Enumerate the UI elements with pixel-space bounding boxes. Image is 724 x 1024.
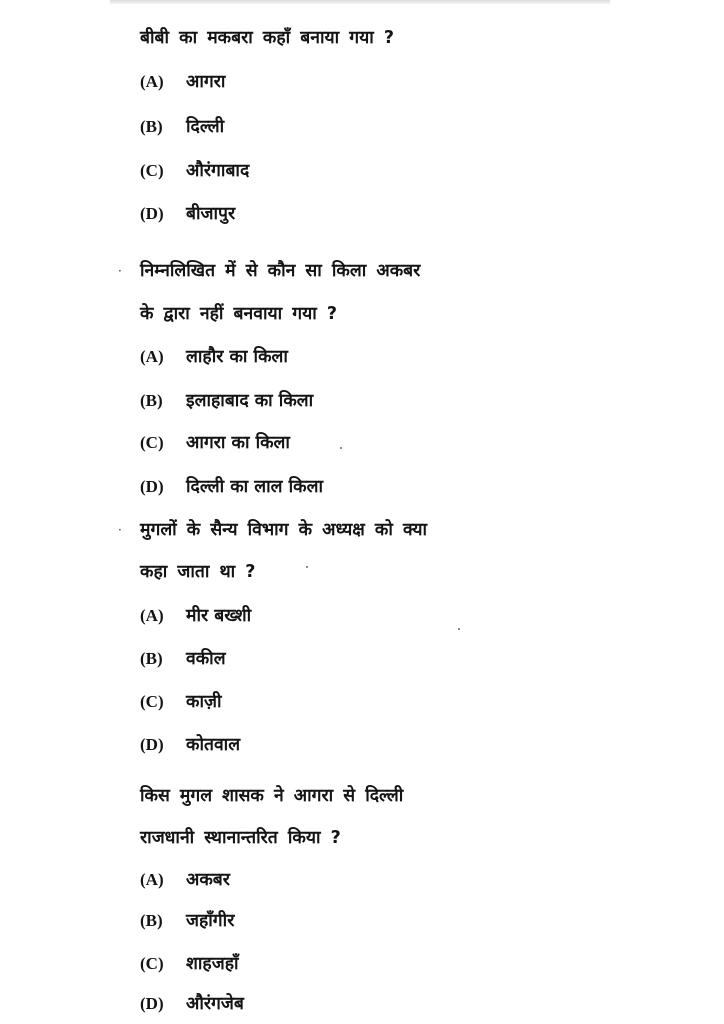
option-label: (D) — [140, 994, 164, 1013]
option-text: आगरा — [186, 72, 226, 92]
option-label: (C) — [140, 954, 164, 973]
option-label: (D) — [140, 735, 164, 754]
question-1-line-1: बीबी का मकबरा कहाँ बनाया गया ? — [140, 28, 395, 48]
option-text: कोतवाल — [186, 735, 241, 755]
option-text: अकबर — [186, 870, 230, 890]
option-label: (B) — [140, 117, 163, 136]
option-label: (D) — [140, 204, 164, 223]
scan-speck — [340, 447, 342, 449]
option-label: (B) — [140, 391, 163, 410]
question-2-option-c[interactable] — [140, 431, 290, 455]
scan-speck — [458, 628, 460, 630]
question-2-line-1: निम्नलिखित में से कौन सा किला अकबर — [140, 261, 421, 281]
question-2-option-a[interactable] — [140, 345, 288, 369]
option-text: शाहजहाँ — [186, 954, 239, 974]
option-text: औरंगजेब — [186, 994, 244, 1014]
option-text: जहाँगीर — [186, 911, 235, 931]
option-label: (A) — [140, 870, 164, 889]
question-3-option-b[interactable] — [140, 647, 226, 671]
question-3-line-1: मुगलों के सैन्य विभाग के अध्यक्ष को क्या — [140, 520, 427, 540]
option-text: दिल्ली का लाल किला — [186, 477, 323, 497]
bullet-dot: · — [118, 264, 122, 278]
question-4-line-1: किस मुगल शासक ने आगरा से दिल्ली — [140, 786, 404, 806]
option-label: (B) — [140, 911, 163, 930]
option-label: (A) — [140, 72, 164, 91]
question-4-option-b[interactable] — [140, 909, 234, 933]
option-text: बीजापुर — [186, 204, 236, 224]
bullet-dot: · — [118, 523, 122, 537]
question-4-option-a[interactable] — [140, 868, 230, 892]
option-label: (D) — [140, 477, 164, 496]
option-text: आगरा का किला — [186, 433, 290, 453]
question-3-line-2: कहा जाता था ? — [140, 562, 256, 582]
option-text: औरंगाबाद — [186, 161, 250, 181]
question-2-option-d[interactable] — [140, 475, 323, 499]
question-4-option-c[interactable] — [140, 952, 239, 976]
question-4-line-2: राजधानी स्थानान्तरित किया ? — [140, 828, 341, 848]
option-label: (A) — [140, 606, 164, 625]
option-label: (A) — [140, 347, 164, 366]
question-2-option-b[interactable] — [140, 389, 313, 413]
option-text: काज़ी — [186, 692, 222, 712]
question-1-option-c[interactable] — [140, 159, 249, 183]
question-1-option-b[interactable] — [140, 115, 224, 139]
question-3-option-d[interactable] — [140, 733, 240, 757]
scan-speck — [306, 566, 308, 568]
option-label: (C) — [140, 161, 164, 180]
question-3-option-a[interactable] — [140, 604, 251, 628]
option-text: वकील — [186, 649, 226, 669]
question-2-line-2: के द्वारा नहीं बनवाया गया ? — [140, 304, 338, 324]
question-1-option-d[interactable] — [140, 202, 235, 226]
option-text: मीर बख्शी — [186, 606, 252, 626]
option-label: (C) — [140, 433, 164, 452]
option-text: लाहौर का किला — [186, 347, 288, 367]
question-4-option-d[interactable] — [140, 992, 244, 1016]
option-text: दिल्ली — [186, 117, 225, 137]
question-3-option-c[interactable] — [140, 690, 222, 714]
option-label: (B) — [140, 649, 163, 668]
option-label: (C) — [140, 692, 164, 711]
option-text: इलाहाबाद का किला — [186, 391, 314, 411]
question-1-option-a[interactable] — [140, 70, 225, 94]
